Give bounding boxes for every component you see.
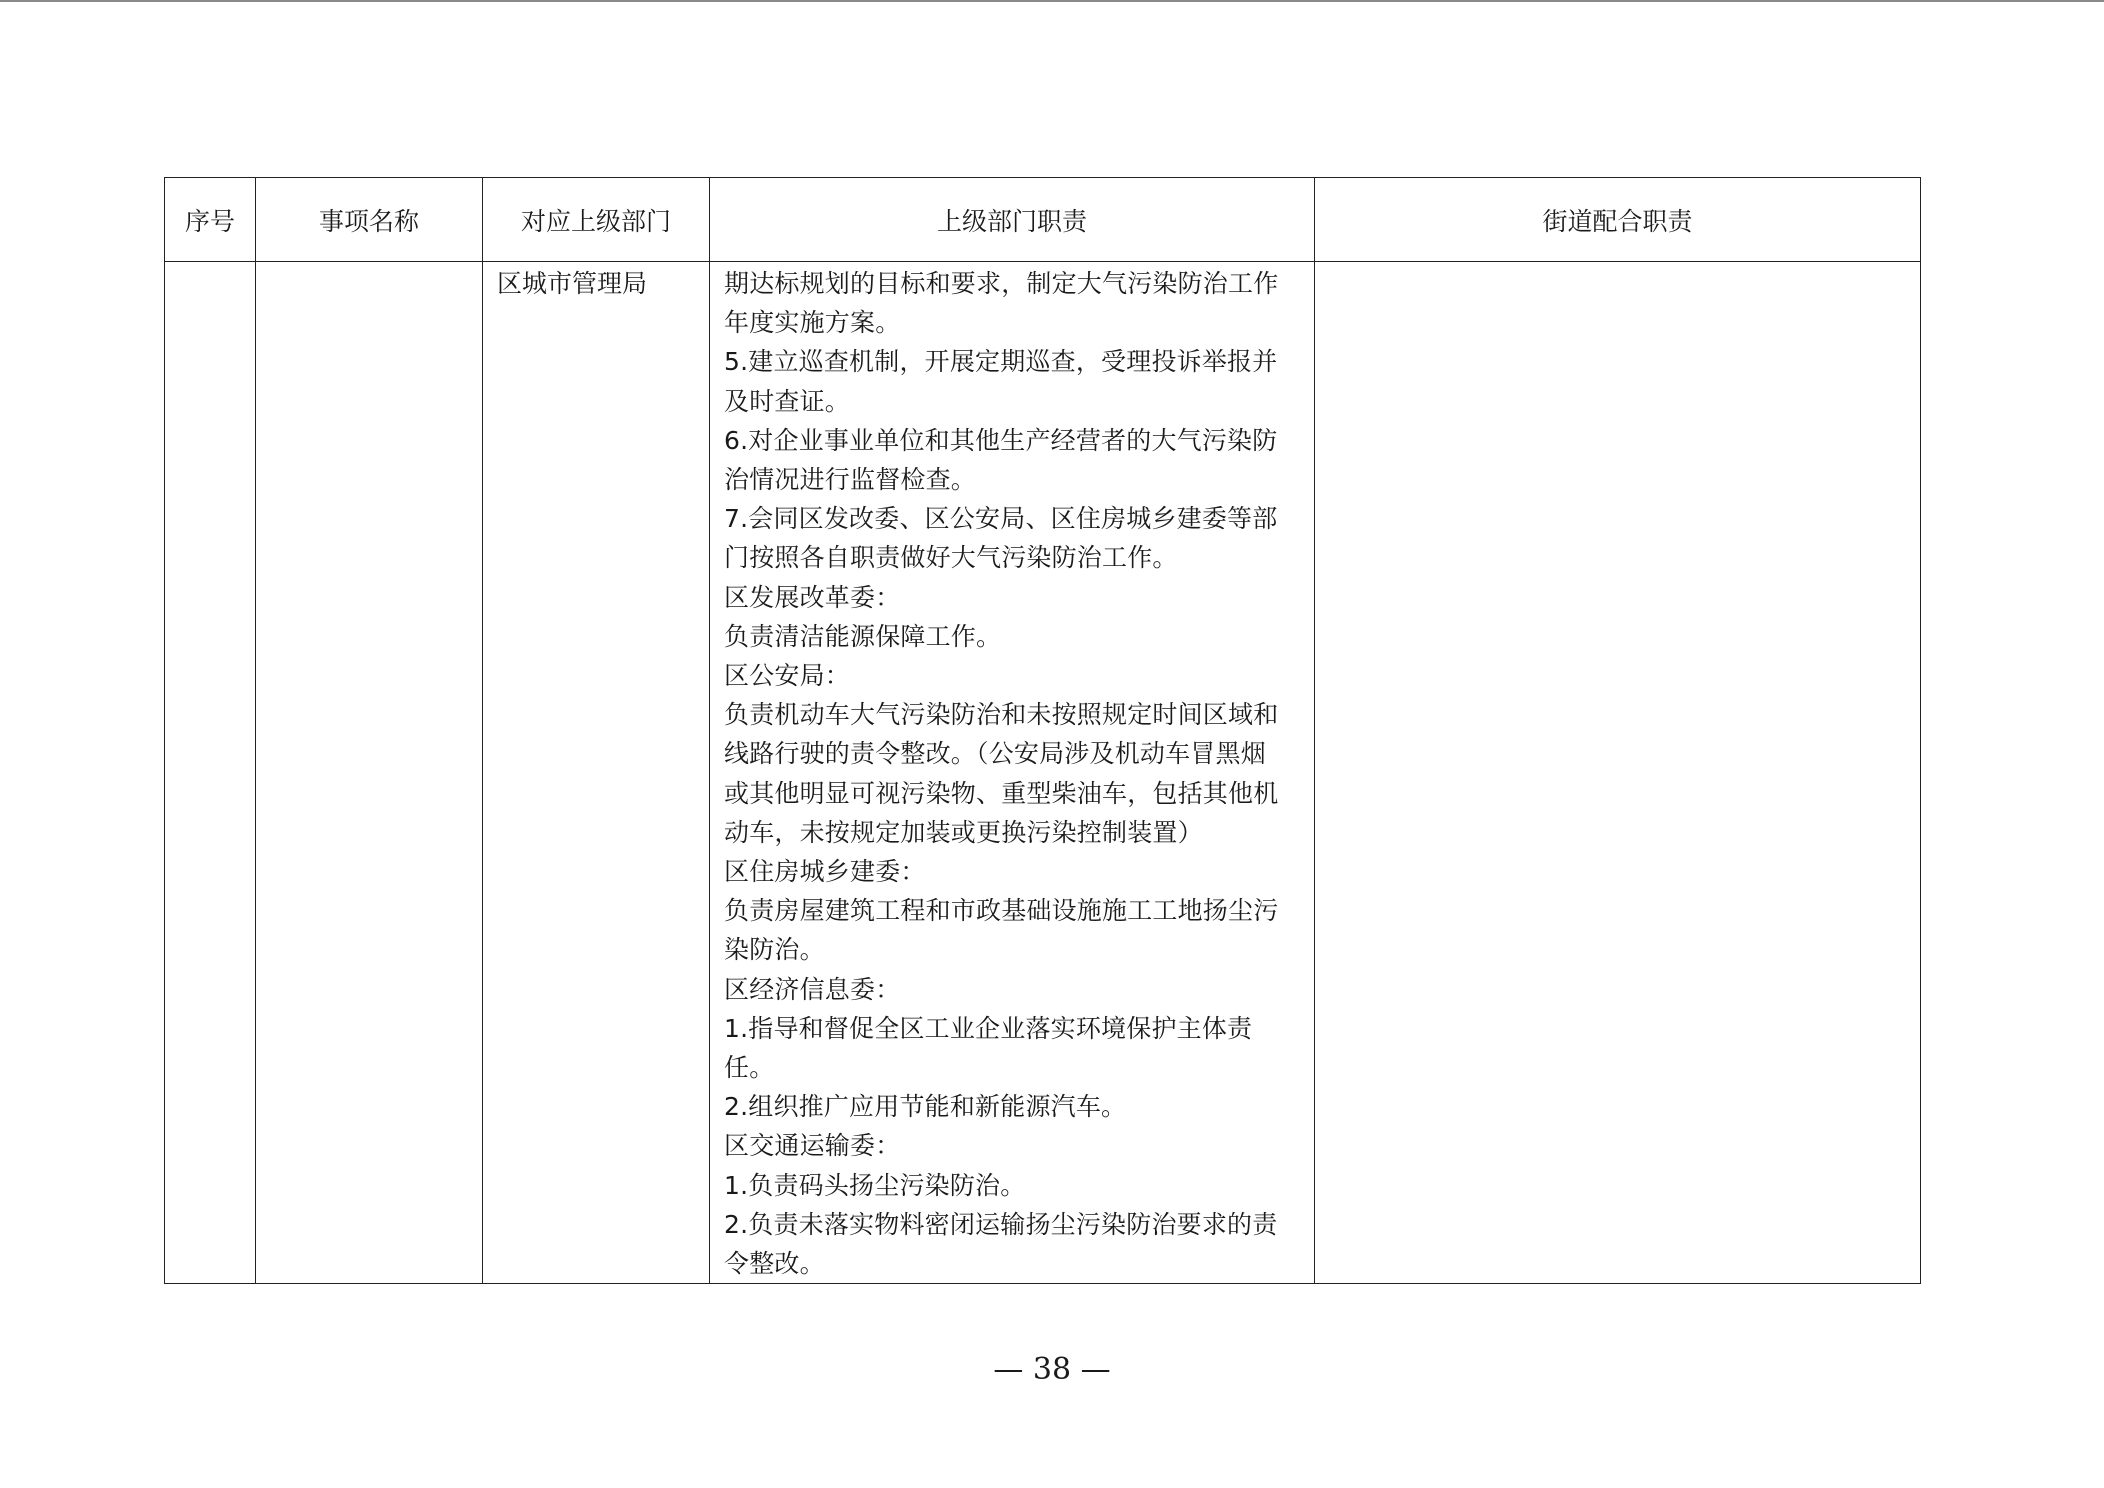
cell-superior-duty <box>710 262 1315 1284</box>
duty-line: 区发展改革委： <box>724 582 901 612</box>
duty-line: 负责房屋建筑工程和市政基础设施施工工地扬尘污 <box>724 896 1279 926</box>
table-row <box>165 262 1921 1284</box>
top-border-line <box>0 0 2104 2</box>
duty-line: 治情况进行监督检查。 <box>724 465 977 495</box>
duty-line: 任。 <box>724 1053 775 1083</box>
duty-line: 期达标规划的目标和要求，制定大气污染防治工作 <box>724 269 1279 298</box>
duty-line: 区公安局： <box>724 661 851 691</box>
duty-line: 区住房城乡建委： <box>724 857 926 887</box>
header-street-duty: 街道配合职责 <box>1315 178 1921 262</box>
cell-street-duty <box>1315 262 1921 1284</box>
duty-line: 年度实施方案。 <box>724 308 901 338</box>
duty-line: 线路行驶的责令整改。（公安局涉及机动车冒黑烟 <box>724 739 1266 769</box>
duty-line: 染防治。 <box>724 935 825 965</box>
duty-line: 2.负责未落实物料密闭运输扬尘污染防治要求的责 <box>724 1209 1278 1239</box>
duty-line: 负责机动车大气污染防治和未按照规定时间区域和 <box>724 700 1279 730</box>
page-number: — 38 — <box>993 1352 1111 1387</box>
duty-line: 区经济信息委： <box>724 974 901 1004</box>
cell-seq <box>165 262 256 1284</box>
duty-table <box>164 177 1921 1284</box>
cell-superior-dept: 区城市管理局 <box>483 262 710 1284</box>
duty-text-block <box>724 264 1302 1283</box>
duty-line: 及时查证。 <box>724 386 851 416</box>
duty-line: 或其他明显可视污染物、重型柴油车，包括其他机 <box>724 778 1279 808</box>
header-superior-duty: 上级部门职责 <box>710 178 1315 262</box>
duty-line: 1.指导和督促全区工业企业落实环境保护主体责 <box>724 1013 1253 1043</box>
duty-line: 5.建立巡查机制，开展定期巡查，受理投诉举报并 <box>724 347 1278 377</box>
duty-line: 令整改。 <box>724 1249 825 1279</box>
duty-line: 门按照各自职责做好大气污染防治工作。 <box>724 543 1178 573</box>
duty-line: 负责清洁能源保障工作。 <box>724 621 1002 651</box>
duty-line: 区交通运输委： <box>724 1131 901 1161</box>
header-superior-dept: 对应上级部门 <box>483 178 710 262</box>
duty-line: 6.对企业事业单位和其他生产经营者的大气污染防 <box>724 425 1278 455</box>
duty-line: 2.组织推广应用节能和新能源汽车。 <box>724 1092 1127 1122</box>
duty-line: 1.负责码头扬尘污染防治。 <box>724 1170 1026 1200</box>
table-header-row <box>165 178 1921 262</box>
duty-line: 动车，未按规定加装或更换污染控制装置） <box>724 817 1203 847</box>
header-seq: 序号 <box>165 178 256 262</box>
cell-item-name <box>256 262 483 1284</box>
header-item-name: 事项名称 <box>256 178 483 262</box>
duty-line: 7.会同区发改委、区公安局、区住房城乡建委等部 <box>724 504 1278 534</box>
